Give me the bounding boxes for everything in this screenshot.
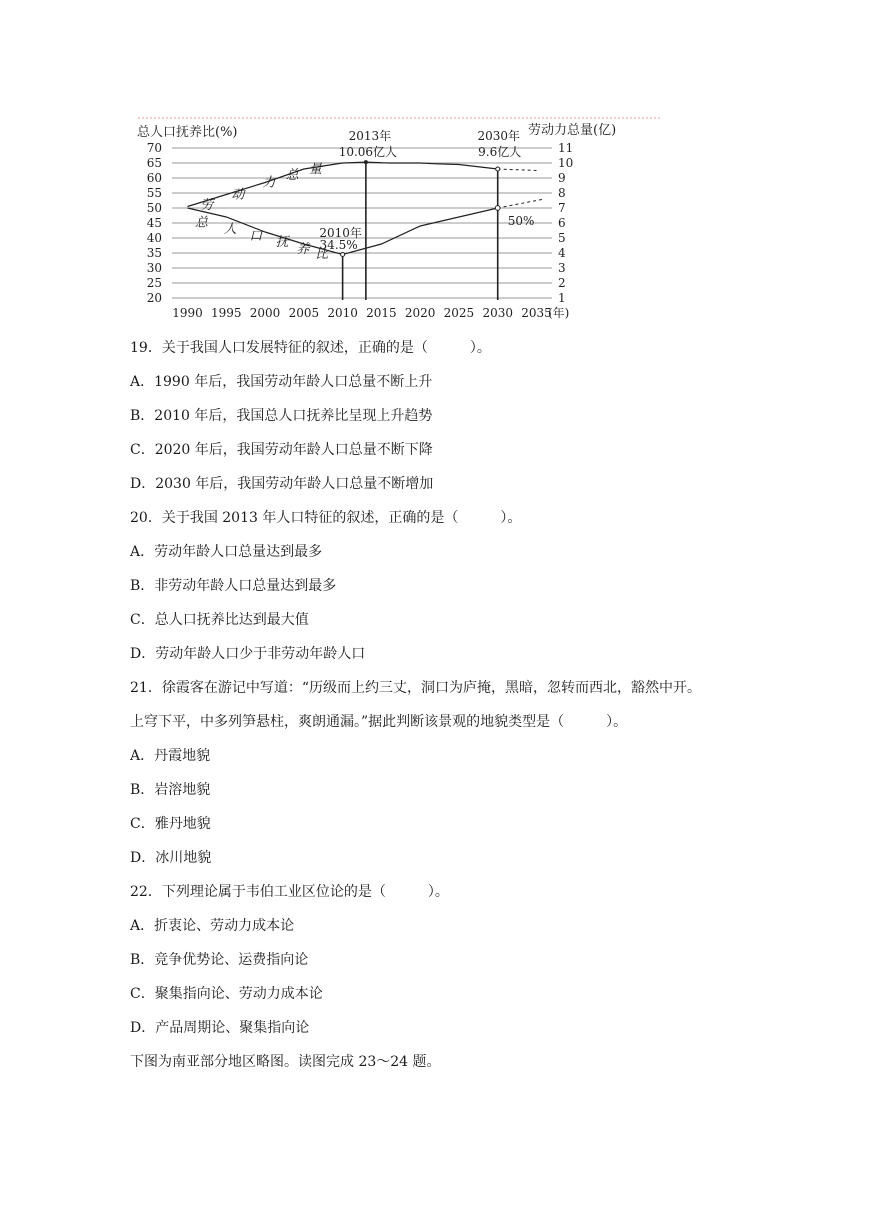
- annotation-2013-value: 10.06亿人: [338, 145, 398, 159]
- question-19-stem: 19．关于我国人口发展特征的叙述，正确的是（ ）。: [130, 340, 491, 356]
- annotation-2030-value: 9.6亿人: [478, 145, 522, 159]
- ratio-series-label-char: 人: [223, 222, 237, 237]
- question-22-option-d: D．产品周期论、聚集指向论: [130, 1020, 310, 1036]
- right-tick-label: 2: [558, 276, 566, 290]
- question-22-option-b: B．竞争优势论、运费指向论: [130, 952, 309, 968]
- ratio-series-label-char: 养: [296, 241, 310, 257]
- question-19-option-c: C．2020 年后，我国劳动年龄人口总量不断下降: [130, 442, 433, 458]
- question-21-option-c: C．雅丹地貌: [130, 816, 211, 832]
- labor-force-projection: [498, 169, 537, 171]
- right-tick-label: 8: [558, 186, 566, 200]
- question-19-option-d: D．2030 年后，我国劳动年龄人口总量不断增加: [130, 476, 434, 492]
- question-22-option-c: C．聚集指向论、劳动力成本论: [130, 986, 323, 1002]
- labor-series-label-char: 力: [262, 175, 276, 191]
- left-tick-label: 35: [146, 246, 162, 260]
- question-19-option-b: B．2010 年后，我国总人口抚养比呈现上升趋势: [130, 408, 433, 424]
- right-tick-label: 6: [558, 216, 566, 230]
- right-tick-label: 7: [558, 201, 566, 215]
- ratio-series-label-char: 口: [249, 229, 263, 245]
- question-21-stem-continued: 上穹下平，中多列笋悬柱，爽朗通漏。”据此判断该景观的地貌类型是（ ）。: [130, 714, 628, 730]
- right-axis-label: 劳动力总量(亿): [528, 123, 617, 138]
- question-21-option-a: A．丹霞地貌: [130, 748, 211, 764]
- right-axis-ticks: [558, 141, 573, 305]
- ratio-series-label-char: 总: [194, 215, 208, 231]
- ratio-series-label-char: 抚: [275, 235, 289, 251]
- left-tick-label: 30: [146, 261, 162, 275]
- x-tick-label: 2005: [288, 306, 320, 320]
- question-21-stem: 21．徐霞客在游记中写道：“历级而上约三丈，洞口为庐掩，黑暗，忽转而西北，豁然中开。: [130, 680, 701, 696]
- question-20-option-b: B．非劳动年龄人口总量达到最多: [130, 578, 337, 594]
- marker-2010-point: [341, 253, 345, 257]
- left-tick-label: 70: [146, 141, 162, 155]
- question-19-option-a: A．1990 年后，我国劳动年龄人口总量不断上升: [130, 374, 433, 390]
- right-tick-label: 11: [558, 141, 574, 155]
- annotations: [319, 128, 534, 300]
- x-tick-label: 2010: [327, 306, 358, 320]
- annotation-2013-year: 2013年: [348, 129, 392, 143]
- right-tick-label: 4: [558, 246, 566, 260]
- question-20-option-a: A．劳动年龄人口总量达到最多: [130, 544, 323, 560]
- x-tick-label: 1990: [172, 306, 203, 320]
- x-axis-ticks: [172, 305, 569, 320]
- right-tick-label: 3: [558, 261, 566, 275]
- question-20-option-d: D．劳动年龄人口少于非劳动年龄人口: [130, 646, 366, 662]
- labor-series-label-char: 动: [231, 187, 245, 203]
- marker-2030-labor-point: [496, 167, 500, 171]
- x-tick-label: 2035: [521, 306, 552, 320]
- x-tick-label: 2000: [249, 306, 281, 320]
- annotation-2030-year: 2030年: [477, 129, 520, 143]
- series-labels: [195, 162, 329, 262]
- x-tick-label: 2030: [482, 306, 513, 320]
- question-20-stem: 20．关于我国 2013 年人口特征的叙述，正确的是（ ）。: [130, 510, 522, 526]
- left-axis-ticks: [147, 141, 162, 305]
- x-tick-label: 2015: [366, 306, 397, 320]
- labor-series-label-char: 劳: [200, 198, 214, 213]
- annotation-2010-year: 2010年: [319, 226, 362, 240]
- annotation-2030-ratio-value: 50%: [507, 214, 535, 228]
- question-22-option-a: A．折衷论、劳动力成本论: [130, 918, 295, 934]
- left-tick-label: 60: [146, 171, 162, 185]
- left-tick-label: 25: [146, 276, 162, 290]
- x-tick-label: 1995: [211, 306, 242, 320]
- map-instruction: 下图为南亚部分地区略图。读图完成 23～24 题。: [130, 1054, 441, 1070]
- left-tick-label: 55: [146, 186, 162, 200]
- x-tick-label: 2020: [404, 306, 436, 320]
- left-tick-label: 50: [146, 201, 162, 215]
- marker-2030-ratio-point: [495, 206, 500, 211]
- left-tick-label: 65: [146, 156, 162, 170]
- x-unit-label: (年): [548, 306, 570, 320]
- right-tick-label: 9: [558, 171, 566, 185]
- left-axis-label: 总人口抚养比(%): [137, 125, 238, 140]
- question-22-stem: 22．下列理论属于韦伯工业区位论的是（ ）。: [130, 884, 449, 900]
- question-21-option-b: B．岩溶地貌: [130, 782, 211, 798]
- left-tick-label: 40: [146, 231, 162, 245]
- labor-series-label-char: 总: [285, 168, 299, 183]
- right-tick-label: 5: [558, 231, 566, 245]
- dependency-ratio-projection: [498, 199, 545, 208]
- left-tick-label: 20: [146, 291, 162, 305]
- right-tick-label: 1: [558, 291, 566, 305]
- population-chart: [130, 112, 670, 324]
- left-tick-label: 45: [146, 216, 162, 230]
- ratio-series-label-char: 比: [315, 247, 329, 263]
- labor-series-label-char: 量: [308, 162, 322, 177]
- question-21-option-d: D．冰川地貌: [130, 850, 212, 866]
- annotation-2010-value: 34.5%: [319, 238, 358, 252]
- right-tick-label: 10: [558, 156, 574, 170]
- x-tick-label: 2025: [443, 306, 475, 320]
- marker-2013-point: [364, 160, 368, 164]
- question-20-option-c: C．总人口抚养比达到最大值: [130, 612, 309, 628]
